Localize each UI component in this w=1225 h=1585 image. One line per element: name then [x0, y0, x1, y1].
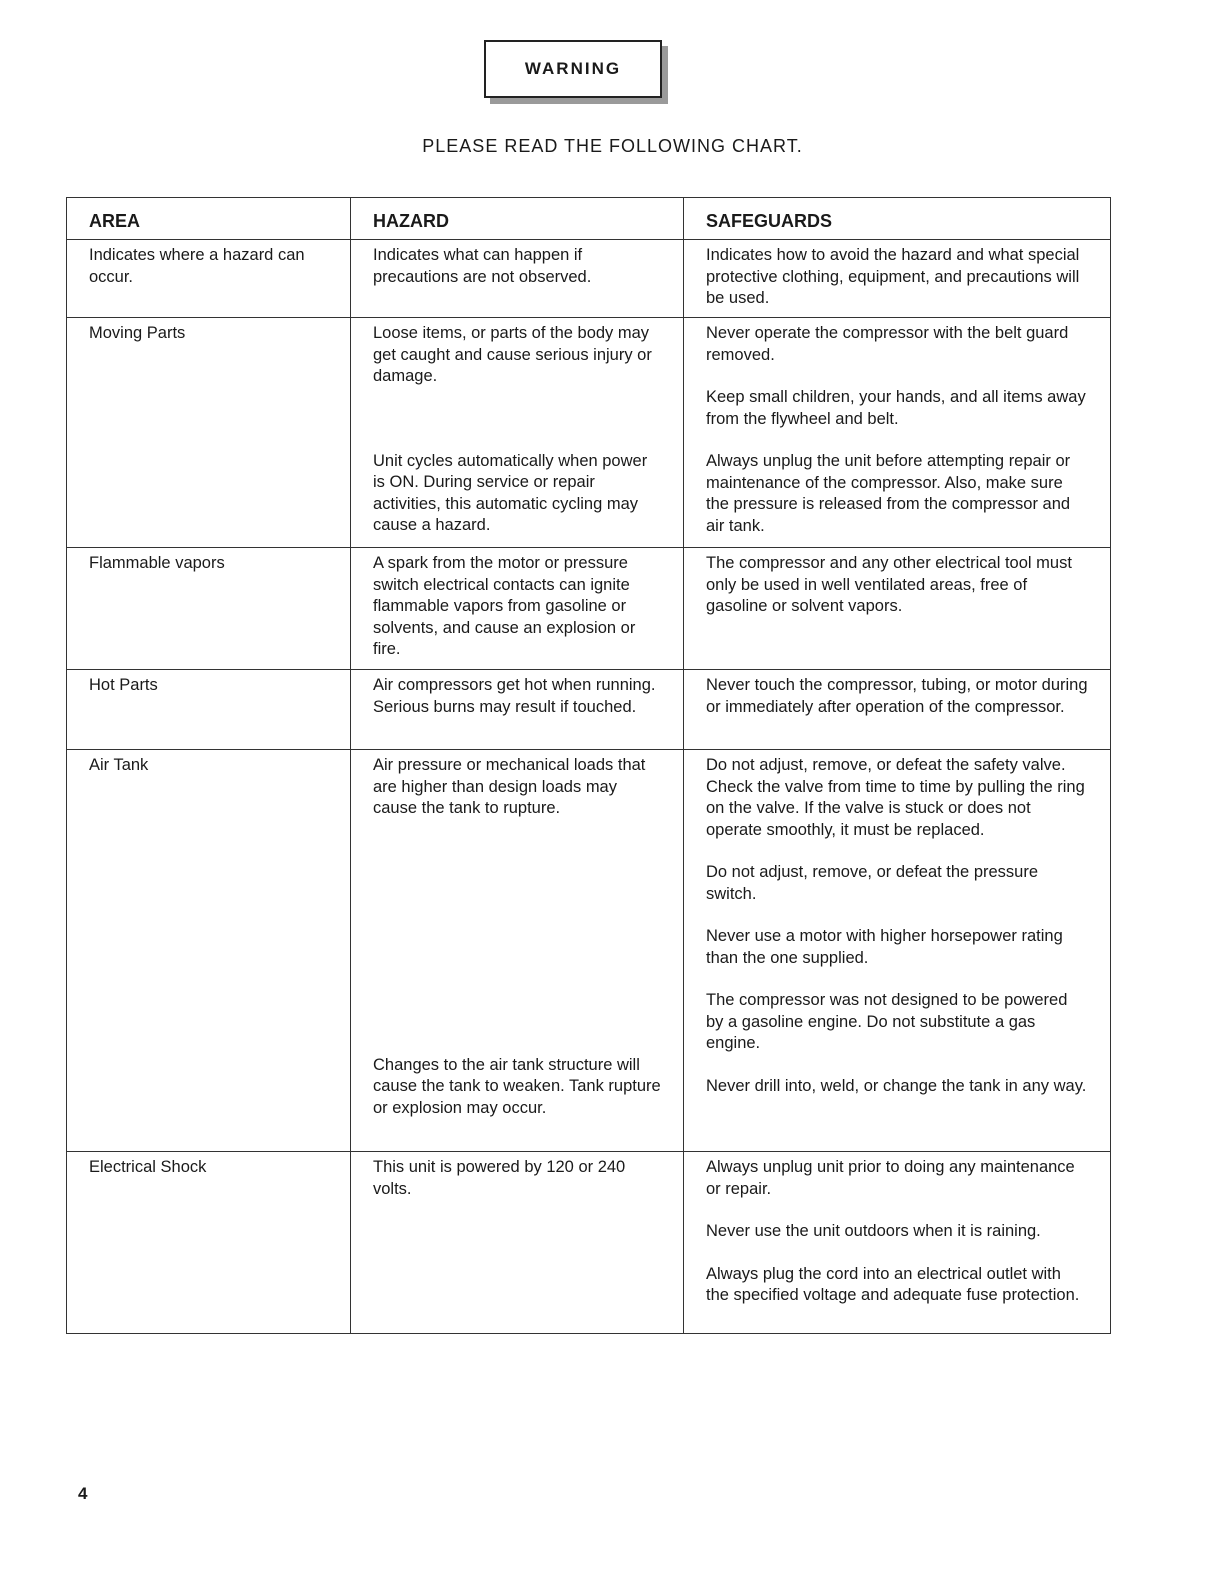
hazard-text: This unit is powered by 120 or 240 volts. [373, 1158, 626, 1198]
area-text: Flammable vapors [89, 554, 225, 572]
table-row [67, 240, 1111, 318]
hazard-text: A spark from the motor or pressure switch electrical contacts can ignite flammable vapors from gasoline or solvents, and cause an explosion or fire. [373, 554, 636, 658]
table-row [67, 318, 1111, 548]
chart-header-row [67, 198, 1111, 240]
hazard-chart [66, 197, 1111, 1334]
safeguards-cell [684, 1152, 1111, 1334]
hazard-cell [351, 1152, 684, 1334]
safeguard-text: Always unplug the unit before attempting repair or maintenance of the compressor. Also, make sure the pressure is released from the compressor and air tank. [706, 452, 1071, 535]
hazard-cell [351, 318, 684, 548]
safeguard-text: Keep small children, your hands, and all items away from the flywheel and belt. [706, 388, 1086, 428]
area-text: Moving Parts [89, 324, 186, 342]
safeguard-text: The compressor was not designed to be powered by a gasoline engine. Do not substitute a gas engine. [706, 991, 1068, 1052]
area-text: Air Tank [89, 756, 149, 774]
intro-text: PLEASE READ THE FOLLOWING CHART. [422, 136, 803, 156]
safeguards-cell [684, 240, 1111, 318]
safeguard-text: Do not adjust, remove, or defeat the pressure switch. [706, 863, 1039, 903]
hazard-text: Unit cycles automatically when power is ON. During service or repair activities, this automatic cycling may cause a hazard. [373, 451, 648, 534]
area-cell [67, 318, 351, 548]
safeguard-text: Never touch the compressor, tubing, or motor during or immediately after operation of the compressor. [706, 676, 1088, 716]
hazard-text: Changes to the air tank structure will cause the tank to weaken. Tank rupture or explosion may occur. [373, 1055, 661, 1117]
hazard-text: Air pressure or mechanical loads that are higher than design loads may cause the tank to rupture. [373, 756, 646, 817]
area-text: Hot Parts [89, 676, 158, 694]
header-safeguards: SAFEGUARDS [684, 198, 1111, 240]
hazard-text: Loose items, or parts of the body may get caught and cause serious injury or damage. [373, 324, 652, 385]
hazard-text: Indicates what can happen if precautions are not observed. [373, 246, 592, 286]
area-text: Electrical Shock [89, 1158, 207, 1176]
hazard-text: Air compressors get hot when running. Serious burns may result if touched. [373, 676, 656, 716]
table-row [67, 670, 1111, 750]
area-cell [67, 670, 351, 750]
area-cell [67, 548, 351, 670]
hazard-cell [351, 670, 684, 750]
safeguards-cell [684, 670, 1111, 750]
table-row [67, 548, 1111, 670]
hazard-cell [351, 240, 684, 318]
warning-label: WARNING [484, 40, 662, 98]
header-area: AREA [67, 198, 351, 240]
safeguard-text: Always plug the cord into an electrical outlet with the specified voltage and adequate fuse protection. [706, 1264, 1080, 1304]
area-cell [67, 240, 351, 318]
safeguard-text: Indicates how to avoid the hazard and what special protective clothing, equipment, and precautions will be used. [706, 246, 1080, 307]
safeguard-text: Never drill into, weld, or change the tank in any way. [706, 1076, 1087, 1095]
safeguard-text: Always unplug unit prior to doing any maintenance or repair. [706, 1158, 1075, 1198]
area-cell [67, 750, 351, 1152]
safeguard-text: Never use a motor with higher horsepower rating than the one supplied. [706, 927, 1063, 967]
safeguards-cell [684, 750, 1111, 1152]
safeguards-cell [684, 318, 1111, 548]
hazard-cell [351, 548, 684, 670]
safeguard-text: Do not adjust, remove, or defeat the safety valve. Check the valve from time to time by pulling the ring on the valve. If the valve is stuck or does not operate smoothly, it must be replaced. [706, 756, 1085, 839]
safeguards-cell [684, 548, 1111, 670]
table-row [67, 750, 1111, 1152]
header-hazard: HAZARD [351, 198, 684, 240]
safeguard-text: Never use the unit outdoors when it is raining. [706, 1222, 1041, 1240]
page-number: 4 [78, 1484, 88, 1503]
hazard-cell [351, 750, 684, 1152]
safeguard-text: The compressor and any other electrical tool must only be used in well ventilated areas, free of gasoline or solvent vapors. [706, 554, 1072, 615]
area-cell [67, 1152, 351, 1334]
safeguard-text: Never operate the compressor with the belt guard removed. [706, 324, 1069, 364]
table-row [67, 1152, 1111, 1334]
area-text: Indicates where a hazard can occur. [89, 246, 305, 286]
